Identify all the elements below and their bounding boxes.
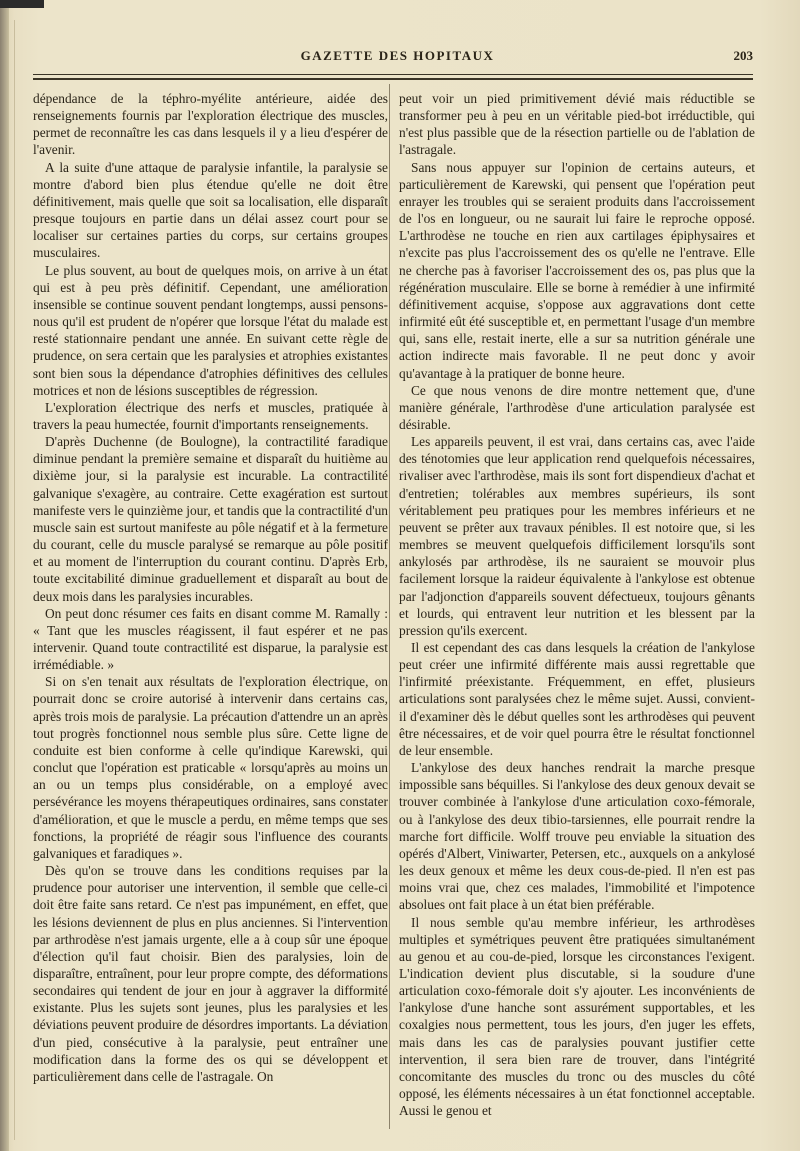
journal-title: GAZETTE DES HOPITAUX [300,48,495,63]
paragraph: Dès qu'on se trouve dans les conditions requises par la prudence pour autoriser une intervention, il semble que celle-ci doit être faite sans retard. Ce n'est pas impunément, en effet, que les lésions deviennent de plus en plus anciennes. Si l'intervention par arthrodèse n'est jamais urgente, elle a à coup sûr une époque d'élection qu'il faut choisir. Bien des paralysies, loin de disparaître, entraînent, pour leur propre compte, des déformations secondaires qui tendent de jour en jour à aggraver la difformité existante. Plus les sujets sont jeunes, plus les paralysies et les déviations peuvent produire de désordres importants. La déviation d'un pied, consécutive à la paralysie, peut entraîner une modification dans la forme des os qui se développent et particulièrement dans celle de l'astragale. On [33,863,388,1084]
paragraph: D'après Duchenne (de Boulogne), la contractilité faradique diminue pendant la première semaine et disparaît du huitième au dixième jour, si la paralysie est incurable. La contractilité galvanique s'exagère, au contraire. Cette exagération est surtout manifeste vers le quinzième jour, et tandis que la contractilité d'un muscle sain est surtout manifeste au pôle négatif et à la fermeture du courant, celle du muscle paralysé se remarque au pôle positif et au moment de l'interruption du courant continu. D'après Erb, toute excitabilité diminue graduellement et disparaît au bout de deux mois dans les paralysies incurables. [33,434,388,604]
paragraph: dépendance de la téphro-myélite antérieure, aidée des renseignements fournis par l'exploration électrique des muscles, permet de reconnaître les cas dans lesquels il y a lieu d'espérer de l'avenir. [33,91,388,158]
paragraph: Il est cependant des cas dans lesquels la création de l'ankylose peut créer une infirmité différente mais aussi regrettable que l'infirmité préexistante. Fréquemment, en effet, plusieurs articulations sont paralysées chez le même sujet. Aussi, convient-il d'examiner dès le début quelles sont les arthrodèses qui peuvent être nécessaires, et de voir quel pourra être le résultat fonctionnel de leur ensemble. [399,640,755,758]
paragraph: Ce que nous venons de dire montre nettement que, d'une manière générale, l'arthrodèse d'une articulation paralysée est désirable. [399,382,755,432]
page-fold-line [14,20,15,1140]
page-header [40,48,755,68]
right-column [399,90,755,1119]
paragraph: Il nous semble qu'au membre inférieur, les arthrodèses multiples et symétriques peuvent être pratiquées simultanément au genou et au cou-de-pied, lorsque les circonstances l'exigent. L'indication devient plus discutable, si la soudure d'une articulation coxo-fémorale doit s'y ajouter. Les inconvénients de l'ankylose d'une hanche sont assurément supportables, et les coxalgies nous permettent, tous les jours, d'en juger les effets, mais dans les cas de paralysies pouvant justifier cette intervention, il sera bien rare de trouver, dans l'intégrité concomitante des muscles du tronc ou des muscles du côté opposé, les éléments nécessaires à un état fonctionnel acceptable. Aussi le genou et [399,914,755,1119]
paragraph: Si on s'en tenait aux résultats de l'exploration électrique, on pourrait donc se croire autorisé à intervenir dans certains cas, après trois mois de paralysie. La précaution d'attendre un an après tout progrès fonctionnel nous semble plus sûre. Cette ligne de conduite est bien conforme à celle qu'indique Karewski, qui conclut que l'opération est praticable « lorsqu'après au moins un an ou un temps plus considérable, on a employé avec persévérance les moyens thérapeutiques ordinaires, sans constater d'amélioration, et que le muscle a perdu, en même temps que ses fonctions, la propriété de réagir sous l'influence des courants galvaniques et faradiques ». [33,674,388,861]
page-binding-edge [0,0,9,1151]
header-rule-bottom [33,78,753,80]
paragraph: Les appareils peuvent, il est vrai, dans certains cas, avec l'aide des ténotomies que leur application rend quelquefois nécessaires, rivaliser avec l'arthrodèse, mais ils sont fort dispendieux d'achat et d'entretien; tolérables aux membres supérieurs, ils sont véritablement peu pratiques pour les membres inférieurs et ne peuvent se prêter aux travaux pénibles. Il est notoire que, si les membres se meuvent quelquefois difficilement lorsqu'ils sont ankylosés par arthrodèse, ils ne sauraient se mouvoir plus facilement lorsque la raideur équivalente à l'ankylose est obtenue par l'adjonction d'appareils souvent défectueux, toujours gênants et lourds, qui entravent leur nutrition et les blessent par la pression qu'ils exercent. [399,434,755,638]
paragraph: Sans nous appuyer sur l'opinion de certains auteurs, et particulièrement de Karewski, qui pensent que l'opération peut enrayer les troubles qui se seraient produits dans l'accroissement de l'os en longueur, ou ne saurait lui faire le reproche opposé. L'arthrodèse ne touche en rien aux cartilages épiphysaires et n'excite pas plus l'accroissement des os qu'elle ne l'entrave. Elle ne cherche pas à favoriser l'accroissement des os, pas plus que la régénération musculaire. Elle se borne à remédier à une infirmité définitivement acquise, s'oppose aux aggravations dont cette infirmité eût été susceptible et, en permettant l'usage d'un membre qui, sans elle, restait inerte, elle a sur sa nutrition générale une action indirecte mais favorable. Il ne peut donc y avoir qu'avantage à la pratiquer de bonne heure. [399,159,755,381]
paragraph: L'exploration électrique des nerfs et muscles, pratiquée à travers la peau humectée, fournit d'importants renseignements. [33,399,388,432]
paragraph: peut voir un pied primitivement dévié mais réductible se transformer peu à peu en un véritable pied-bot irréductible, qui n'est plus passible que de la résection partielle ou de l'ablation de l'astragale. [399,91,755,158]
page-number: 203 [733,48,753,63]
paragraph: L'ankylose des deux hanches rendrait la marche presque impossible sans béquilles. Si l'ankylose des deux genoux devait se trouver combinée à l'ankylose d'une articulation coxo-fémorale, ou à l'ankylose des deux tibio-tarsiennes, elle pourrait rendre la marche fort difficile. Wolff trouve peu enviable la situation des opérés d'Albert, Viniwarter, Petersen, etc., auxquels on a ankylosé les deux genoux et même les deux cous-de-pied. Il n'en est pas moins vrai que, chez ces malades, l'immobilité et l'impotence absolues ont fait place à un état bien préférable. [399,760,755,913]
paragraph: On peut donc résumer ces faits en disant comme M. Ramally : « Tant que les muscles réagissent, il faut espérer et ne pas intervenir. Quand toute contractilité est disparue, la paralysie est irrémédiable. » [33,605,388,673]
left-column [33,90,388,1085]
column-divider [389,84,390,1129]
paragraph: Le plus souvent, au bout de quelques mois, on arrive à un état qui est à peu près définitif. Cependant, une amélioration insensible se continue souvent pendant longtemps, aussi pensons-nous qu'il est prudent de n'opérer que lorsque l'état du malade est resté stationnaire pendant une année. En suivant cette règle de prudence, on sera certain que les paralysies et atrophies existantes sont bien sous la dépendance d'atrophies définitives des cellules motrices et non de lésions susceptibles de régression. [33,262,388,398]
scan-corner-mark [0,0,44,8]
header-rule-top [33,74,753,75]
paragraph: A la suite d'une attaque de paralysie infantile, la paralysie se montre d'abord bien plus étendue qu'elle ne doit être définitivement, mais quelle que soit sa localisation, elle disparaît presque toujours en partie dans un délai assez court pour se localiser sur certaines parties du corps, sur certains groupes musculaires. [33,159,388,261]
